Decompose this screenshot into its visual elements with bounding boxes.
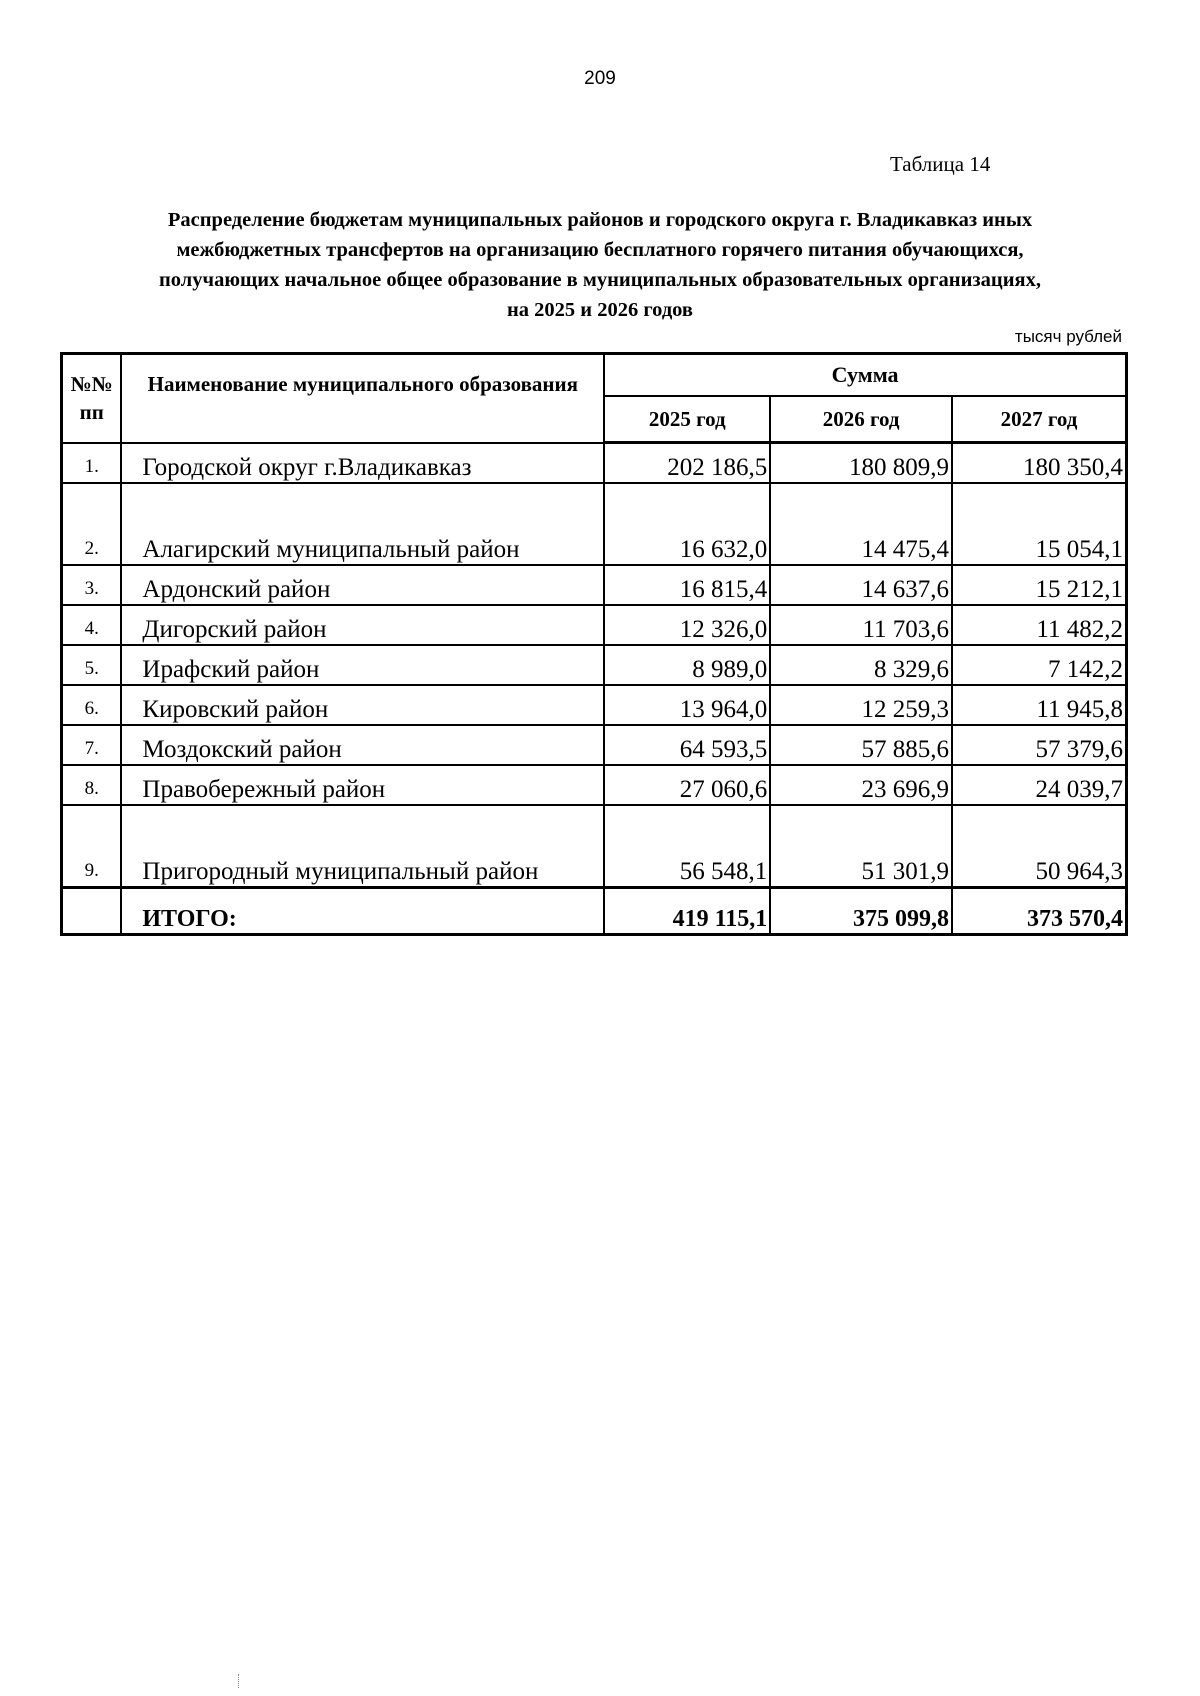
row-value-2025: 56 548,1 [604, 805, 770, 888]
row-name: Алагирский муниципальный район [121, 483, 604, 565]
row-num: 7. [62, 725, 122, 765]
row-value-2026: 12 259,3 [770, 685, 952, 725]
title-line: на 2025 и 2026 годов [506, 299, 693, 321]
row-value-2027: 180 350,4 [952, 443, 1126, 483]
page-number: 209 [584, 68, 616, 89]
row-value-2025: 16 632,0 [604, 483, 770, 565]
table-row [62, 443, 1127, 483]
header-sum: Сумма [604, 354, 1126, 397]
row-name: Дигорский район [121, 605, 604, 645]
row-name: Ардонский район [121, 565, 604, 605]
title-line: Распределение бюджетам муниципальных районов и городского округа г. Владикавказ иных [167, 209, 1033, 231]
row-num: 2. [62, 483, 122, 565]
row-name: Моздокский район [121, 725, 604, 765]
table-row [62, 645, 1127, 685]
row-num: 1. [62, 443, 122, 483]
header-year-2027: 2027 год [952, 396, 1126, 443]
row-value-2027: 24 039,7 [952, 765, 1126, 805]
row-num: 3. [62, 565, 122, 605]
header-num [62, 354, 122, 443]
scan-mark [238, 1674, 242, 1688]
document-title [60, 205, 1140, 325]
title-line: получающих начальное общее образование в муниципальных образовательных организациях, [158, 269, 1042, 291]
row-value-2026: 23 696,9 [770, 765, 952, 805]
row-value-2026: 51 301,9 [770, 805, 952, 888]
total-value-2025: 419 115,1 [604, 887, 770, 934]
table-row [62, 483, 1127, 565]
row-name: Ирафский район [121, 645, 604, 685]
title-line: межбюджетных трансфертов на организацию бесплатного горячего питания обучающихся, [176, 239, 1024, 261]
row-value-2026: 14 637,6 [770, 565, 952, 605]
table-row [62, 765, 1127, 805]
row-value-2027: 7 142,2 [952, 645, 1126, 685]
row-value-2027: 15 054,1 [952, 483, 1126, 565]
row-num: 8. [62, 765, 122, 805]
header-name-label: Наименование муниципального образования [147, 372, 578, 396]
row-value-2025: 12 326,0 [604, 605, 770, 645]
total-value-2027: 373 570,4 [952, 887, 1126, 934]
row-value-2025: 8 989,0 [604, 645, 770, 685]
budget-table [60, 352, 1128, 936]
row-value-2025: 16 815,4 [604, 565, 770, 605]
table-row [62, 805, 1127, 888]
row-value-2026: 8 329,6 [770, 645, 952, 685]
total-label: ИТОГО: [121, 887, 604, 934]
header-year-2025: 2025 год [604, 396, 770, 443]
row-name: Кировский район [121, 685, 604, 725]
row-num: 6. [62, 685, 122, 725]
row-value-2026: 14 475,4 [770, 483, 952, 565]
table-label: Таблица 14 [890, 152, 991, 176]
row-value-2027: 57 379,6 [952, 725, 1126, 765]
header-name [121, 354, 604, 443]
row-value-2026: 57 885,6 [770, 725, 952, 765]
row-value-2025: 27 060,6 [604, 765, 770, 805]
header-num-label: №№ пп [70, 372, 113, 425]
row-value-2025: 202 186,5 [604, 443, 770, 483]
row-num: 9. [62, 805, 122, 888]
row-value-2025: 13 964,0 [604, 685, 770, 725]
row-value-2027: 11 482,2 [952, 605, 1126, 645]
table-row [62, 605, 1127, 645]
row-name: Правобережный район [121, 765, 604, 805]
row-value-2025: 64 593,5 [604, 725, 770, 765]
row-num: 5. [62, 645, 122, 685]
row-value-2027: 50 964,3 [952, 805, 1126, 888]
row-value-2027: 11 945,8 [952, 685, 1126, 725]
table-row [62, 565, 1127, 605]
table-row [62, 685, 1127, 725]
row-value-2027: 15 212,1 [952, 565, 1126, 605]
row-name: Пригородный муниципальный район [121, 805, 604, 888]
row-value-2026: 11 703,6 [770, 605, 952, 645]
units-label: тысяч рублей [1014, 327, 1122, 346]
total-value-2026: 375 099,8 [770, 887, 952, 934]
row-name: Городской округ г.Владикавказ [121, 443, 604, 483]
total-row [62, 887, 1127, 934]
header-year-2026: 2026 год [770, 396, 952, 443]
row-value-2026: 180 809,9 [770, 443, 952, 483]
table-row [62, 725, 1127, 765]
row-num: 4. [62, 605, 122, 645]
total-num-empty [62, 887, 122, 934]
